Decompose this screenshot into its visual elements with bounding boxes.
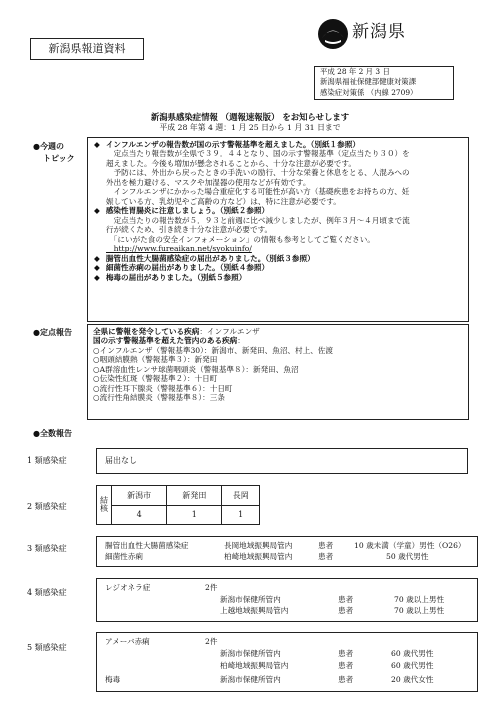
topic-item-dysentery bbox=[94, 263, 468, 272]
topic-item-ehec bbox=[94, 254, 468, 263]
food-safety-link[interactable]: http://www.fureaikan.net/syokuinfo/ bbox=[106, 244, 252, 254]
topic-line: 超えました。今後も増加が懸念されることから、十分な注意が必要です。 bbox=[106, 158, 356, 168]
alert-label: 全県に警報を発令している疾病 bbox=[93, 327, 200, 336]
topic-line: 予防には、外出から戻ったときの手洗いの励行、十分な栄養と休息をとる、人混みへの bbox=[106, 168, 410, 178]
topic-title: 梅毒の届出がありました。（別紙５参照） bbox=[105, 272, 247, 282]
class4-detail: 70 歳以上男性 bbox=[394, 606, 445, 615]
topic-line: 定点当たりの報告数が５．９３と前週に比べ減少しましたが、例年３月～４月頃まで流 bbox=[106, 215, 410, 225]
class5-office: 新潟市保健所管内 bbox=[220, 649, 281, 658]
topics-box bbox=[87, 137, 469, 322]
class3-who: 患者 bbox=[318, 541, 334, 550]
class5-detail: 20 歳代女性 bbox=[391, 675, 434, 684]
topic-item-syphilis bbox=[94, 273, 468, 282]
class3-disease: 細菌性赤痢 bbox=[105, 552, 143, 561]
class3-office: 柏崎地域振興局管内 bbox=[224, 552, 293, 561]
bullet: ◆ bbox=[94, 272, 100, 282]
class5-office: 新潟市保健所管内 bbox=[220, 675, 281, 684]
press-label: 新潟県報道資料 bbox=[48, 42, 126, 55]
topic-title: 感染性胃腸炎に注意しましょう。（別紙２参照） bbox=[105, 206, 270, 216]
topic-line: 「にいがた食の安全インフォメーション」の情報も参考としてご覧ください。 bbox=[106, 234, 375, 244]
exceed-label: 国の示す警報基準を超えた管内のある疾病 bbox=[93, 336, 238, 346]
page-subtitle: 平成 28 年第 4 週：1 月 25 日から 1 月 31 日まで bbox=[159, 123, 341, 132]
class1-box bbox=[96, 448, 468, 474]
alert-value: ：インフルエンザ bbox=[199, 327, 260, 336]
tb-label: 結核 bbox=[100, 495, 108, 513]
class5-label: 5 類感染症 bbox=[27, 643, 67, 652]
tb-count: 4 bbox=[112, 506, 167, 525]
class4-detail: 70 歳以上男性 bbox=[394, 595, 445, 604]
class1-text: 届出なし bbox=[105, 456, 137, 465]
topic-title: 細菌性赤痢の届出がありました。（別紙４参照） bbox=[105, 263, 270, 273]
class3-detail: 50 歳代男性 bbox=[386, 552, 429, 561]
class5-who: 患者 bbox=[338, 649, 354, 658]
logo-text: 新潟県 bbox=[352, 22, 406, 42]
topics-heading-2: トピック bbox=[43, 153, 75, 163]
class4-who: 患者 bbox=[338, 606, 354, 615]
topic-line: 行が続くため、引き続き十分な注意が必要です。 bbox=[106, 225, 273, 235]
issue-date: 平成 28 年 2 月 3 日 bbox=[320, 67, 390, 76]
topic-line: 娠している方、乳幼児やご高齢の方など）は、特に注意が必要です。 bbox=[106, 196, 341, 206]
col-header: 長岡 bbox=[222, 486, 260, 506]
topic-line: インフルエンザにかかった場合重症化する可能性が高い方（基礎疾患をお持ちの方、妊 bbox=[106, 187, 410, 197]
sentinel-box bbox=[87, 324, 469, 420]
class5-detail: 60 歳代男性 bbox=[391, 649, 434, 658]
tb-count: 1 bbox=[167, 506, 222, 525]
bullet: ◆ bbox=[94, 206, 100, 216]
col-header: 新発田 bbox=[167, 486, 222, 506]
class5-detail: 60 歳代男性 bbox=[391, 661, 434, 670]
sentinel-row: ○流行性耳下腺炎（警報基準６）：十日町 bbox=[93, 383, 233, 393]
class5-who: 患者 bbox=[338, 661, 354, 670]
class3-detail: 10 歳未満（学童）男性（O26） bbox=[354, 541, 466, 550]
bullet: ◆ bbox=[94, 253, 100, 263]
sentinel-row: ○流行性角結膜炎（警報基準８）：三条 bbox=[93, 393, 225, 403]
class5-office: 柏崎地域振興局管内 bbox=[220, 661, 289, 670]
topic-line: 定点当たり報告数が全県で３９．４４となり、国の示す警報基準（定点当たり３０）を bbox=[106, 149, 410, 159]
topics-heading: ●今週の bbox=[33, 141, 64, 151]
page-title: 新潟県感染症情報 （週報速報版） をお知らせします bbox=[150, 112, 350, 122]
class3-disease: 腸管出血性大腸菌感染症 bbox=[105, 541, 189, 550]
tb-count: 1 bbox=[222, 506, 260, 525]
issuer-dept: 新潟県福祉保健部健康対策課 bbox=[320, 77, 417, 86]
topic-item-influenza bbox=[94, 140, 468, 206]
class5-disease: アメーバ赤痢 bbox=[105, 637, 150, 646]
class4-office: 新潟市保健所管内 bbox=[220, 595, 281, 604]
class5-count: 2件 bbox=[205, 637, 218, 646]
class5-disease-2: 梅毒 bbox=[105, 675, 121, 684]
sentinel-heading: ●定点報告 bbox=[33, 327, 72, 337]
class4-who: 患者 bbox=[338, 595, 354, 604]
class4-count: 2件 bbox=[205, 583, 218, 592]
topic-line: 外出を極力避ける、マスクや加湿器の使用などが有効です。 bbox=[106, 177, 311, 187]
class4-label: 4 類感染症 bbox=[27, 588, 67, 597]
class3-who: 患者 bbox=[318, 552, 334, 561]
exceed-colon: ： bbox=[237, 336, 245, 346]
class3-office: 長岡地域振興局管内 bbox=[224, 541, 293, 550]
sentinel-row: ○伝染性紅斑（警報基準２）：十日町 bbox=[93, 374, 218, 384]
niigata-logo-icon bbox=[317, 18, 349, 50]
issuer-contact: 感染症対策係 （内線 2709） bbox=[320, 88, 418, 97]
tuberculosis-header bbox=[97, 486, 112, 525]
class5-who: 患者 bbox=[338, 675, 354, 684]
class2-table bbox=[96, 485, 260, 525]
col-header: 新潟市 bbox=[112, 486, 167, 506]
sentinel-row: ○A群溶血性レンサ球菌咽頭炎（警報基準８）：新発田、魚沼 bbox=[93, 364, 299, 374]
class3-label: 3 類感染症 bbox=[27, 544, 67, 553]
class4-office: 上越地域振興局管内 bbox=[220, 606, 289, 615]
class2-label: 2 類感染症 bbox=[27, 502, 67, 511]
class4-disease: レジオネラ症 bbox=[105, 583, 151, 592]
topic-title: 腸管出血性大腸菌感染症の届出がありました。（別紙３参照） bbox=[105, 253, 315, 263]
sentinel-row: ○インフルエンザ（警報基準30）：新潟市、新発田、魚沼、村上、佐渡 bbox=[93, 345, 333, 355]
topic-title: インフルエンザの報告数が国の示す警報基準を超えました。（別紙１参照） bbox=[105, 140, 360, 149]
topic-item-gastro bbox=[94, 206, 468, 253]
bullet: ◆ bbox=[94, 140, 100, 149]
class1-label: 1 類感染症 bbox=[27, 456, 67, 465]
full-report-heading: ●全数報告 bbox=[33, 428, 72, 438]
sentinel-row: ○咽頭結膜熱（警報基準３）：新発田 bbox=[93, 355, 218, 365]
bullet: ◆ bbox=[94, 263, 100, 273]
